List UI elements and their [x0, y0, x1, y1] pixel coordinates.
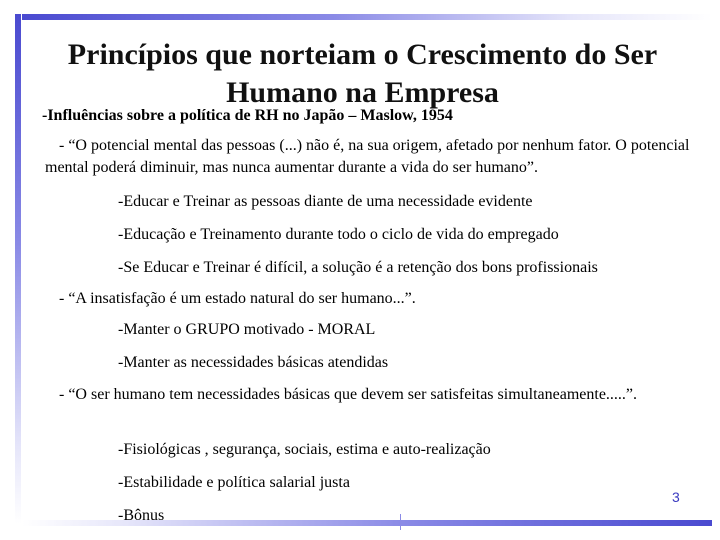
bottom-divider-tick: [400, 514, 401, 530]
quote-necessidades-basicas: - “O ser humano tem necessidades básicas que devem ser satisfeitas simultaneamente.....”.: [59, 386, 638, 403]
slide-title: Princípios que norteiam o Crescimento do Ser Humano na Empresa: [67, 38, 658, 109]
list-item: -Se Educar e Treinar é difícil, a solução é a retenção dos bons profissionais: [118, 259, 598, 276]
top-decorative-bar: [22, 14, 712, 20]
list-item: -Manter o GRUPO motivado - MORAL: [118, 321, 376, 338]
list-item: -Estabilidade e política salarial justa: [118, 474, 350, 491]
list-item: -Educação e Treinamento durante todo o ciclo de vida do empregado: [118, 226, 559, 243]
list-item: -Fisiológicas , segurança, sociais, estima e auto-realização: [118, 441, 491, 458]
list-item: -Educar e Treinar as pessoas diante de uma necessidade evidente: [118, 193, 533, 210]
page-number: 3: [672, 489, 680, 505]
quote-insatisfacao: - “A insatisfação é um estado natural do ser humano...”.: [59, 290, 416, 307]
left-decorative-bar: [15, 14, 21, 524]
quote-potencial-mental: - “O potencial mental das pessoas (...) não é, na sua origem, afetado por nenhum fator. O potencial mental poderá diminuir, mas nunca aumentar durante a vida do ser humano”.: [45, 137, 690, 176]
slide-subtitle: -Influências sobre a política de RH no Japão – Maslow, 1954: [42, 107, 453, 124]
list-item: -Manter as necessidades básicas atendidas: [118, 354, 389, 371]
list-item: -Bônus: [118, 507, 165, 524]
